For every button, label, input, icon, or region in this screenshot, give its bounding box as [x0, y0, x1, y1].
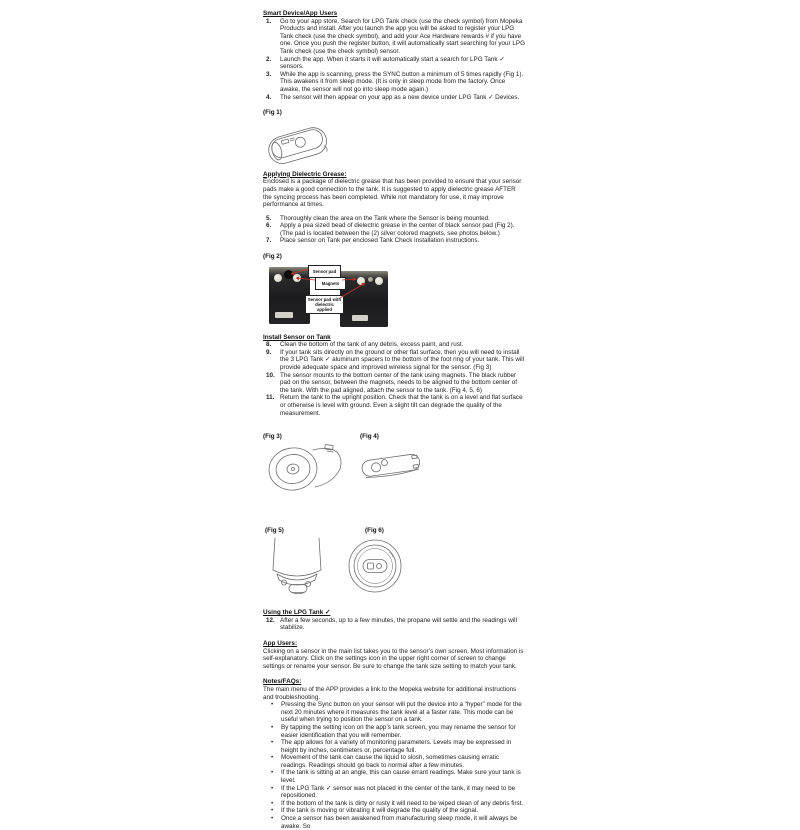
callout-arrows [263, 262, 525, 328]
bullet-item: • If the bottom of the tank is dirty or rusty it will need to be wiped clean of any debris first. [263, 800, 525, 808]
sensor-isometric-drawing [263, 119, 333, 169]
app-users-heading: App Users: [263, 639, 298, 647]
item-text: Clean the bottom of the tank of any debris, excess paint, and rust. [280, 341, 464, 349]
bullet-item: • If the tank is sitting at an angle, this can cause errant readings. Make sure your tank is level. [263, 769, 525, 784]
fig1-illustration [263, 119, 525, 169]
fig3-label: (Fig 3) [263, 433, 282, 441]
bullet-item: • By tapping the setting icon on the app’s tank screen, you may rename the sensor for easier identification that you will remember. [263, 724, 525, 739]
list-item [263, 71, 525, 94]
list-item [263, 372, 525, 395]
bullet-item: • Movement of the tank can cause the liquid to slosh, sometimes causing erratic readings. Readings should go back to normal after a few minutes. [263, 754, 525, 769]
install-list [263, 341, 525, 417]
fig56-illustrations [263, 537, 525, 595]
item-number: 4. [266, 93, 272, 101]
install-heading: Install Sensor on Tank [263, 333, 331, 341]
item-text: Thoroughly clean the area on the Tank where the Sensor is being mounted. [280, 214, 490, 222]
list-item [263, 341, 525, 349]
item-text: After a few seconds, up to a few minutes, the propane will settle and the readings will stabilize. [280, 616, 517, 632]
bullet-item: • If the LPG Tank ✓ sensor was not placed in the center of the tank, it may need to be repositioned. [263, 785, 525, 800]
item-number: 3. [266, 70, 272, 78]
bullet-item: • The app allows for a variety of monitoring parameters. Levels may be expressed in height by inches, centimeters or, percentage full. [263, 739, 525, 754]
item-number: 6. [266, 222, 272, 230]
item-text: The sensor mounts to the bottom center of the tank using magnets. The black rubber pad on the sensor, between the magnets, needs to be aligned to the bottom center of the tank. With the pad aligned, attach the sensor to the tank. (Fig 4, 5, 6) [280, 371, 517, 394]
callout-text: Sensor pad [312, 268, 337, 274]
list-item [263, 18, 525, 56]
tank-bottom-sensor-drawing [267, 537, 327, 595]
list-item [263, 394, 525, 417]
fig2-illustration [263, 262, 525, 328]
list-item [263, 349, 525, 372]
fig34-labels [263, 433, 525, 441]
grease-list [263, 215, 525, 245]
tank-bottom-angle-drawing [263, 443, 349, 491]
item-text: Place sensor on Tank per enclosed Tank Check installation instructions. [280, 237, 480, 245]
item-number: 10. [266, 371, 275, 379]
bullet-item: • Pressing the Sync button on your sensor will put the device into a “hyper” mode for the next 20 minutes where it measures the tank level at a faster rate. This mode can be useful when trying to position the sensor on a tank. [263, 701, 525, 724]
notes-bullet-list [263, 701, 525, 830]
using-heading: Using the LPG Tank ✓ [263, 609, 331, 617]
list-item [263, 237, 525, 245]
notes-heading: Notes/FAQs: [263, 678, 302, 686]
grease-paragraph: Enclosed is a package of dielectric grease that has been provided to ensure that your sensor pads make a good connection to the tank. It is suggested to apply dielectric grease AFTER the syncing process has been completed. While not mandatory for use, it may improve performance at times. [263, 178, 522, 209]
fig6-label: (Fig 6) [365, 527, 384, 535]
bullet-item: • If the tank is moving or vibrating it will degrade the quality of the signal. [263, 807, 525, 815]
item-text: Return the tank to the upright position. Check that the tank is on a level and flat surface or otherwise is level with ground. Even a slight tilt can degrade the quality of the measurement. [280, 394, 523, 417]
fig34-illustrations [263, 443, 525, 491]
list-item [263, 94, 525, 102]
item-text: Apply a pea sized bead of dielectric grease in the center of black sensor pad (Fig 2). (The pad is located between the (2) silver colored magnets, see photos below.) [280, 222, 515, 237]
item-number: 7. [266, 237, 272, 245]
item-text: While the app is scanning, press the SYNC button a minimum of 5 times rapidly (Fig 1). This awakens it from sleep mode. (It is only in sleep mode from the factory. Once awake, the sensor will not go into sleep mode again.) [280, 70, 524, 93]
fig5-label: (Fig 5) [265, 527, 284, 535]
item-number: 8. [266, 341, 272, 349]
item-number: 9. [266, 348, 272, 356]
notes-paragraph: The main menu of the APP provides a link to the Mopeka website for additional instructions and troubleshooting. [263, 685, 517, 701]
item-number: 2. [266, 55, 272, 63]
item-text: The sensor will then appear on your app as a new device under LPG Tank ✓ Devices. [280, 93, 520, 101]
fig2-label: (Fig 2) [263, 253, 282, 261]
item-text: Launch the app. When it starts it will automatically start a search for LPG Tank ✓ sensors. [280, 55, 505, 71]
callout-text: Sensor pad with dielectric applied [307, 296, 342, 312]
smart-users-heading: Smart Device/App Users [263, 10, 338, 17]
callout-text: Magnets [321, 280, 340, 286]
foot-ring-bottom-view-drawing [346, 537, 404, 595]
app-users-paragraph: Clicking on a sensor in the main list takes you to the sensor’s own screen. Most information is self-explanatory. Click on the settings icon in the upper right corner of screen to change settings or rename your sensor. Be sure to change the tank size setting to match your tank. [263, 647, 524, 670]
document-column [263, 10, 525, 830]
sensor-side-drawing [358, 447, 428, 485]
list-item [263, 617, 525, 632]
item-text: Go to your app store. Search for LPG Tank check (use the check symbol) from Mopeka Products and install. After you launch the app you will be asked to register your LPG Tank check (use the check symbol), and add your Ace Hardware rewards # if you have one. Once you push the register button, it will automatically start searching for your LPG Tank check (use the check symbol) sensor. [280, 17, 526, 55]
fig56-labels [263, 527, 525, 535]
list-item [263, 56, 525, 71]
bullet-item: • Once a sensor has been awakened from manufacturing sleep mode, it will always be awake. So [263, 815, 525, 830]
item-text: If your tank sits directly on the ground or other flat surface, then you will need to install the 3 LPG Tank ✓ aluminum spacers to the bottom of the foot ring of your tank. This will provide adequate space and improved wireless signal for the sensor. (Fig 3) [280, 348, 525, 372]
fig1-label: (Fig 1) [263, 109, 282, 117]
list-item [263, 222, 525, 237]
item-number: 12. [266, 616, 275, 624]
item-number: 5. [266, 214, 272, 222]
item-number: 11. [266, 394, 275, 402]
fig4-label: (Fig 4) [360, 433, 379, 441]
grease-heading: Applying Dielectric Grease: [263, 170, 347, 178]
list-item [263, 215, 525, 223]
item-number: 1. [266, 17, 272, 25]
smart-users-list [263, 18, 525, 102]
